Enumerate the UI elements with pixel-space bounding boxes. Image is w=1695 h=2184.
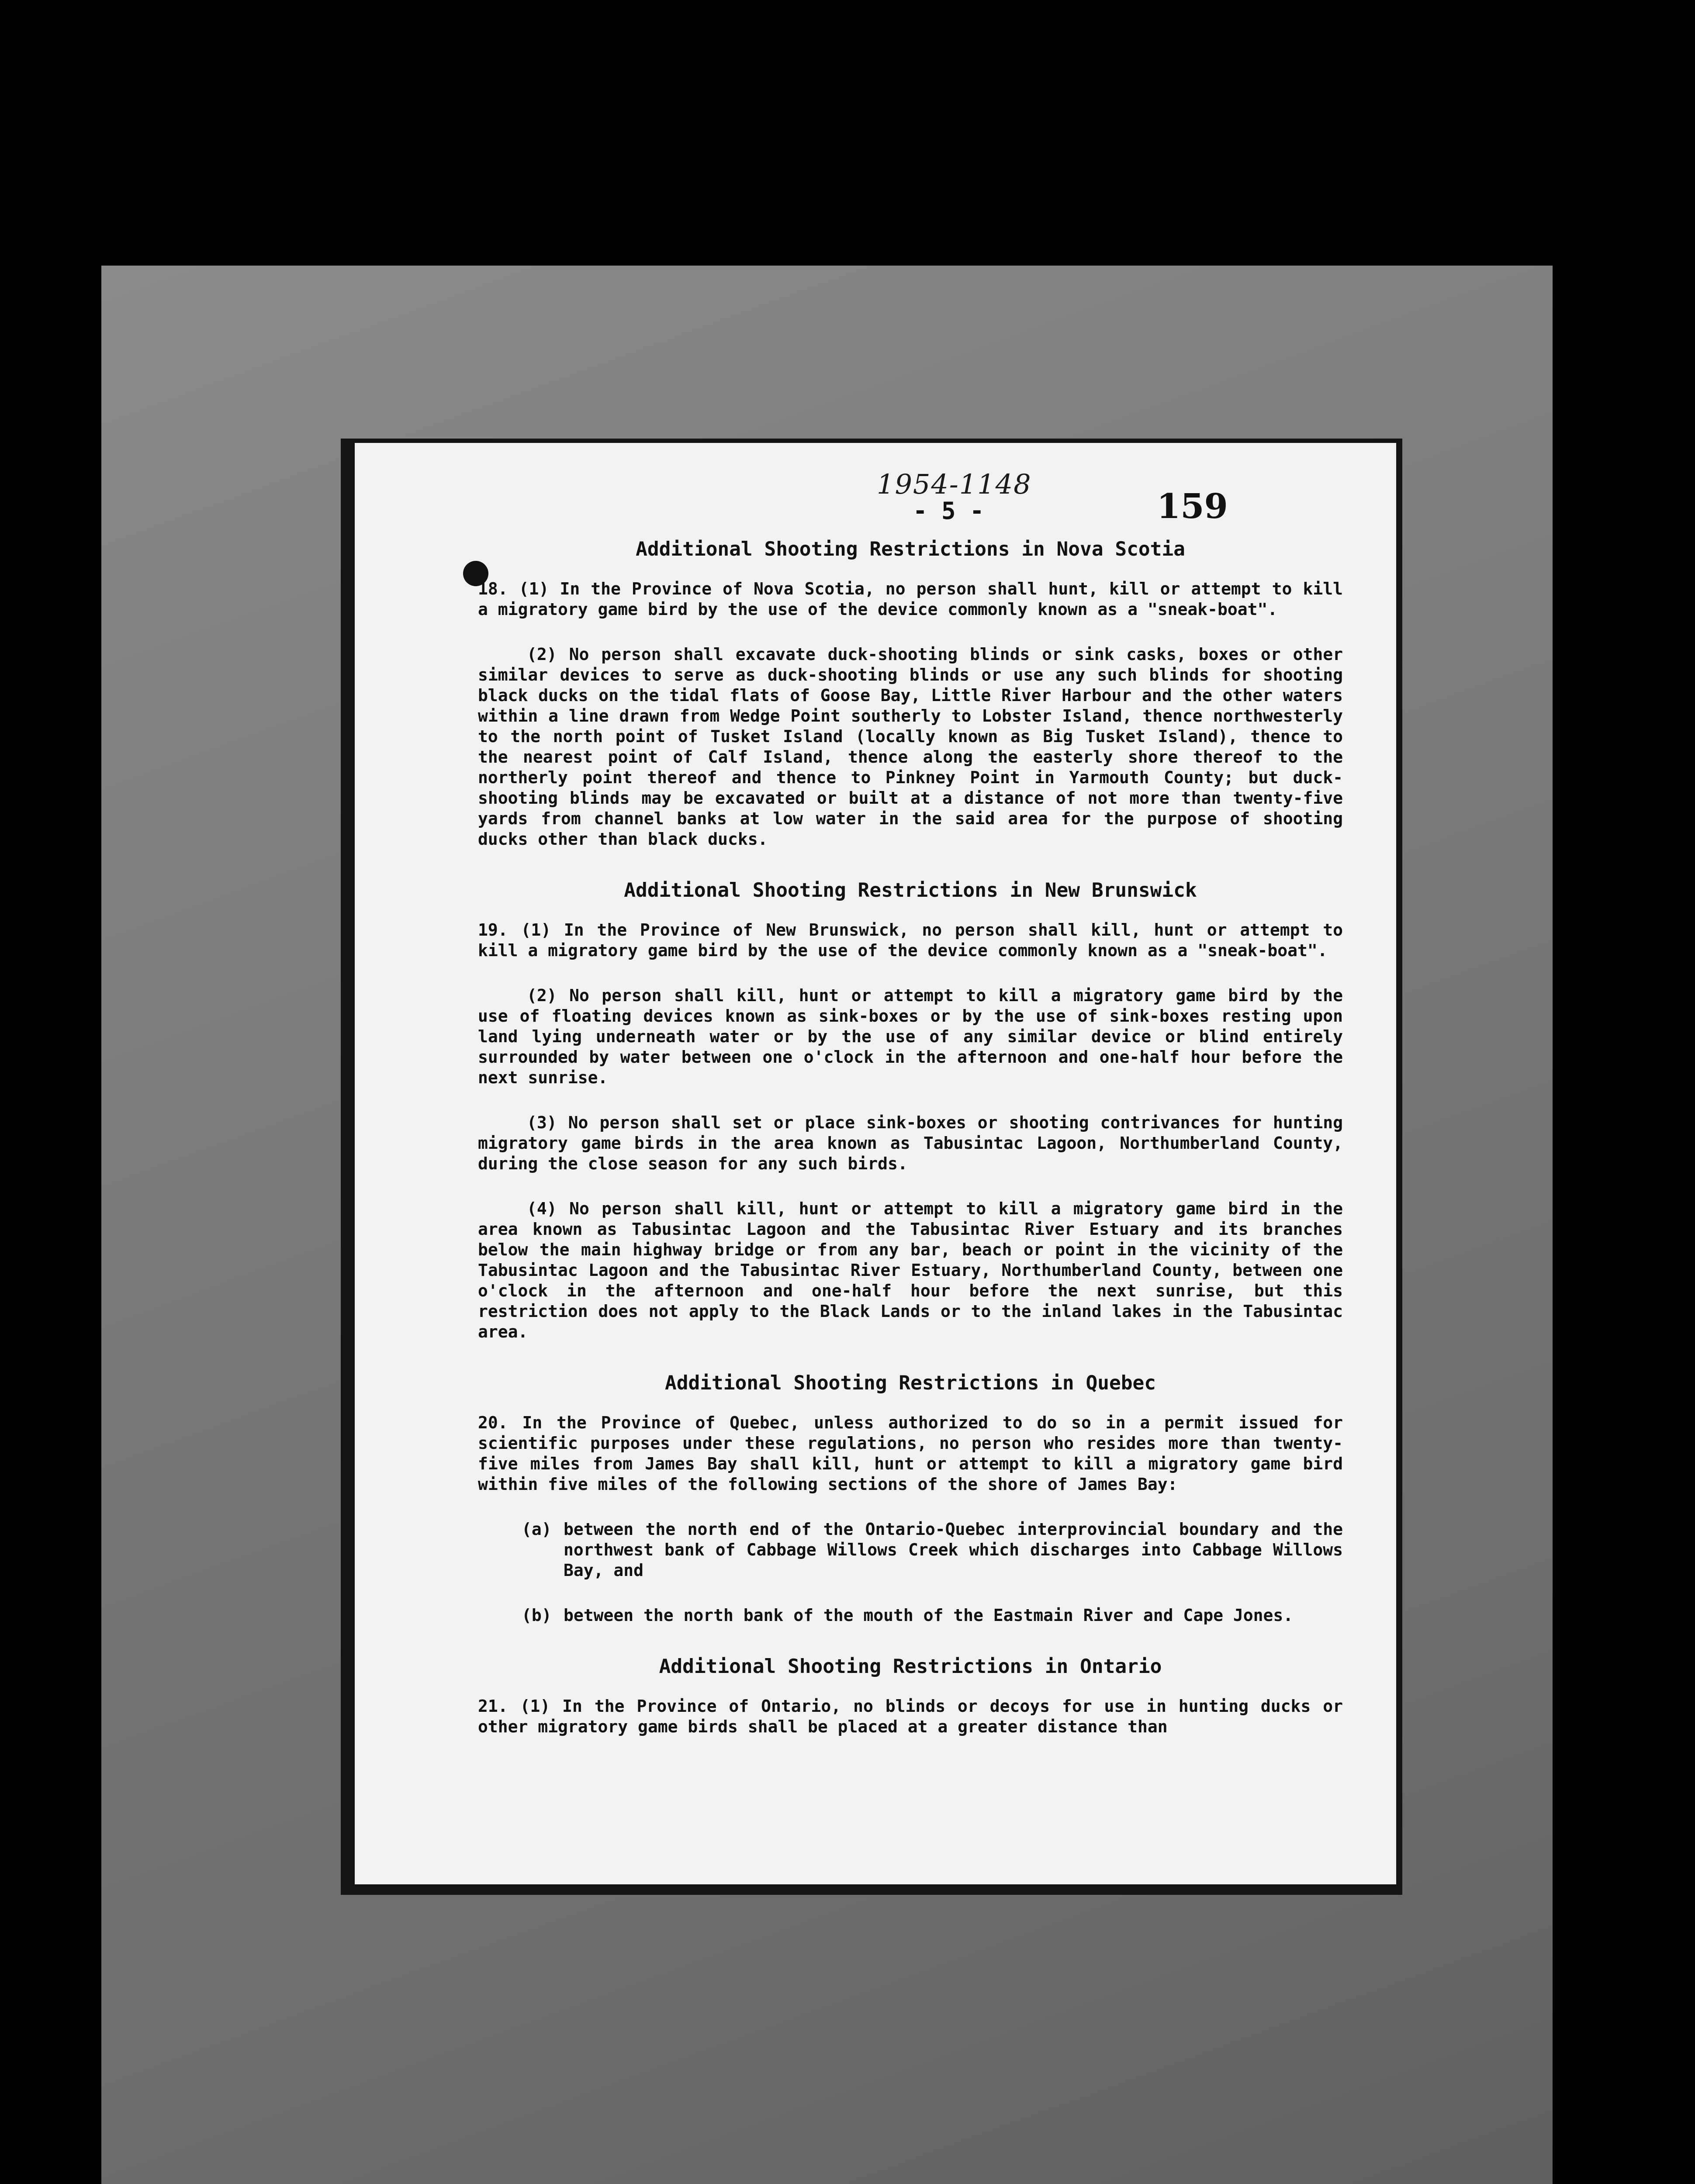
list-item-20b: [522, 1605, 1343, 1626]
handwritten-file-number: 1954-1148: [877, 468, 1032, 500]
section-heading-ontario: Additional Shooting Restrictions in Ontario: [659, 1655, 1162, 1678]
document-page: [355, 443, 1396, 1884]
list-item-text: between the north bank of the mouth of the Eastmain River and Cape Jones.: [564, 1606, 1294, 1625]
paragraph-18-2: (2) No person shall excavate duck-shooting blinds or sink casks, boxes or other similar devices to serve as duck-shooting blinds or use any such blinds for shooting black ducks on the tidal flats of Goose Bay, Little River Harbour and the other waters within a line drawn from Wedge Point southerly to Lobster Island, thence northwesterly to the north point of Tusket Island (locally known as Big Tusket Island), thence to the nearest point of Calf Island, thence along the easterly shore thereof to the northerly point thereof and thence to Pinkney Point in Yarmouth County; but duck-shooting blinds may be excavated or built at a distance of not more than twenty-five yards from channel banks at low water in the said area for the purpose of shooting ducks other than black ducks.: [478, 645, 1343, 849]
paragraph-21-1: 21. (1) In the Province of Ontario, no blinds or decoys for use in hunting ducks or other migratory game birds shall be placed at a greater distance than: [478, 1697, 1343, 1736]
page-number: - 5 -: [913, 497, 984, 525]
paragraph-19-3: (3) No person shall set or place sink-boxes or shooting contrivances for hunting migratory game birds in the area known as Tabusintac Lagoon, Northumberland County, during the close season for any such birds.: [478, 1113, 1343, 1173]
paragraph-19-1: 19. (1) In the Province of New Brunswick, no person shall kill, hunt or attempt to kill a migratory game bird by the use of the device commonly known as a "sneak-boat".: [478, 920, 1343, 960]
paragraph-19-4: (4) No person shall kill, hunt or attempt to kill a migratory game bird in the area known as Tabusintac Lagoon and the Tabusintac River Estuary and its branches below the main highway bridge or from any bar, beach or point in the vicinity of the Tabusintac Lagoon and the Tabusintac River Estuary, Northumberland County, between one o'clock in the afternoon and one-half hour before the next sunrise, but this restriction does not apply to the Black Lands or to the inland lakes in the Tabusintac area.: [478, 1199, 1343, 1341]
list-item-20a: [522, 1519, 1343, 1581]
paragraph-20: 20. In the Province of Quebec, unless authorized to do so in a permit issued for scientific purposes under these regulations, no person who resides more than twenty-five miles from James Bay shall kill, hunt or attempt to kill a migratory game bird within five miles of the following sections of the shore of James Bay:: [478, 1413, 1343, 1494]
list-item-text: between the north end of the Ontario-Quebec interprovincial boundary and the northwest bank of Cabbage Willows Creek which discharges into Cabbage Willows Bay, and: [564, 1520, 1343, 1580]
document-body: [478, 539, 1343, 1737]
list-item-label: (a): [522, 1520, 552, 1539]
paragraph-18-1: 18. (1) In the Province of Nova Scotia, no person shall hunt, kill or attempt to kill a migratory game bird by the use of the device commonly known as a "sneak-boat".: [478, 579, 1343, 619]
stamped-folio-number: 159: [1157, 487, 1228, 526]
section-heading-nova-scotia: Additional Shooting Restrictions in Nova Scotia: [636, 538, 1185, 560]
section-heading-new-brunswick: Additional Shooting Restrictions in New Brunswick: [624, 879, 1197, 902]
section-heading-quebec: Additional Shooting Restrictions in Quebec: [664, 1372, 1156, 1394]
paragraph-19-2: (2) No person shall kill, hunt or attempt to kill a migratory game bird by the use of floating devices known as sink-boxes or by the use of sink-boxes resting upon land lying underneath water or by the use of any similar device or blind entirely surrounded by water between one o'clock in the afternoon and one-half hour before the next sunrise.: [478, 986, 1343, 1087]
list-item-label: (b): [522, 1606, 552, 1625]
